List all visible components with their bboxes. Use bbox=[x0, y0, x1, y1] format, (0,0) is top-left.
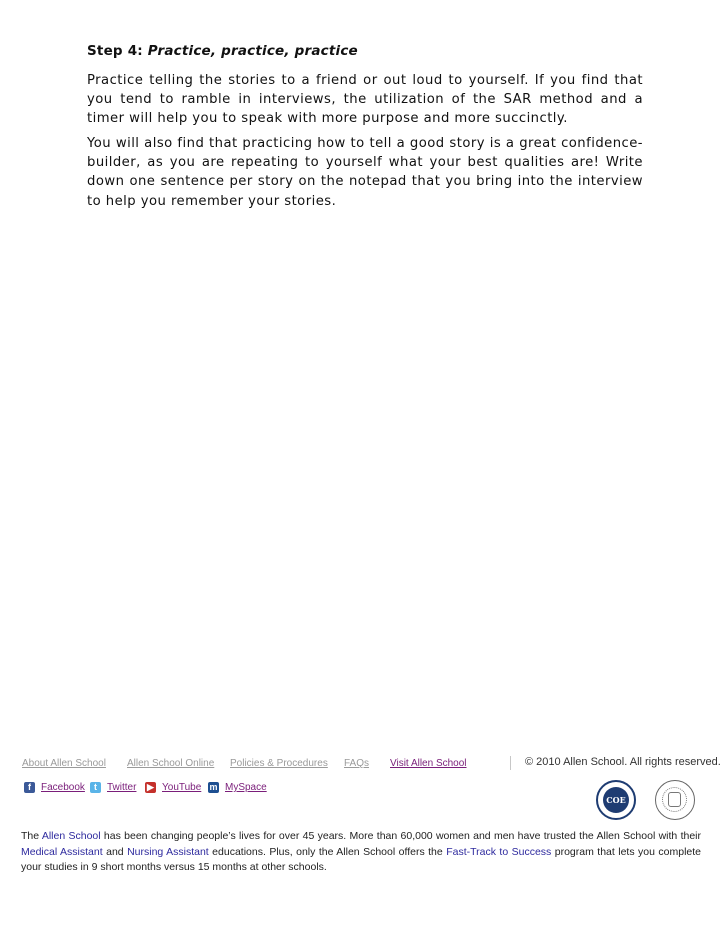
myspace-link[interactable]: MySpace bbox=[225, 782, 267, 793]
accreditation-seals bbox=[596, 780, 706, 822]
coe-seal-text: COE bbox=[603, 787, 629, 813]
footer-link-visit[interactable]: Visit Allen School bbox=[390, 758, 467, 769]
myspace-icon: m bbox=[209, 782, 218, 792]
blurb-text: and bbox=[102, 845, 128, 858]
blurb-link-fast-track[interactable]: Fast-Track to Success bbox=[446, 845, 552, 858]
youtube-icon: ▶ bbox=[145, 782, 156, 793]
social-item-twitter[interactable] bbox=[90, 782, 136, 793]
social-item-youtube[interactable] bbox=[145, 782, 201, 793]
footer-nav bbox=[22, 756, 722, 772]
school-blurb bbox=[21, 829, 701, 876]
blurb-link-allen-school[interactable]: Allen School bbox=[41, 830, 101, 842]
footer-link-faqs[interactable]: FAQs bbox=[344, 758, 370, 769]
blurb-text: The bbox=[21, 830, 42, 842]
blurb-text: program that lets you complete your studies in 9 short months versus 15 months at other schools. bbox=[21, 845, 702, 873]
state-seal bbox=[655, 780, 695, 820]
facebook-link[interactable]: Facebook bbox=[41, 782, 85, 793]
step-label: Step 4: bbox=[87, 43, 143, 59]
facebook-icon: f bbox=[24, 782, 35, 793]
step-title: Practice, practice, practice bbox=[147, 43, 358, 59]
coe-seal bbox=[596, 780, 636, 820]
blurb-link-nursing-assistant[interactable]: Nursing Assistant bbox=[127, 845, 209, 858]
state-seal-emblem bbox=[668, 792, 681, 807]
footer-link-online[interactable]: Allen School Online bbox=[127, 758, 215, 769]
social-item-myspace[interactable] bbox=[208, 782, 267, 793]
social-links bbox=[22, 782, 322, 798]
blurb-text: educations. Plus, only the Allen School offers the bbox=[208, 845, 447, 858]
paragraph-confidence: You will also find that practicing how to tell a good story is a great confidence-builder, as you are repeating to yourself what your best qualities are! Write down one sentence per story on the notepad that you bring into the interview to help you remember your stories. bbox=[87, 136, 643, 209]
youtube-link[interactable]: YouTube bbox=[162, 782, 202, 793]
blurb-link-medical-assistant[interactable]: Medical Assistant bbox=[21, 845, 103, 858]
step-heading bbox=[87, 43, 358, 59]
blurb-text: has been changing people’s lives for over 45 years. More than 60,000 women and men have trusted the Allen School with their bbox=[100, 830, 702, 842]
twitter-icon: t bbox=[90, 782, 101, 793]
paragraph-practice: Practice telling the stories to a friend or out loud to yourself. If you find that you tend to ramble in interviews, the utilization of the SAR method and a timer will help you to speak with more purpose and more succinctly. bbox=[87, 73, 643, 127]
footer-link-about[interactable]: About Allen School bbox=[22, 758, 106, 769]
footer-divider bbox=[510, 756, 511, 770]
footer-link-policies[interactable]: Policies & Procedures bbox=[230, 758, 328, 769]
copyright: © 2010 Allen School. All rights reserved. bbox=[525, 756, 721, 768]
twitter-link[interactable]: Twitter bbox=[107, 782, 137, 793]
social-item-facebook[interactable] bbox=[24, 782, 85, 793]
